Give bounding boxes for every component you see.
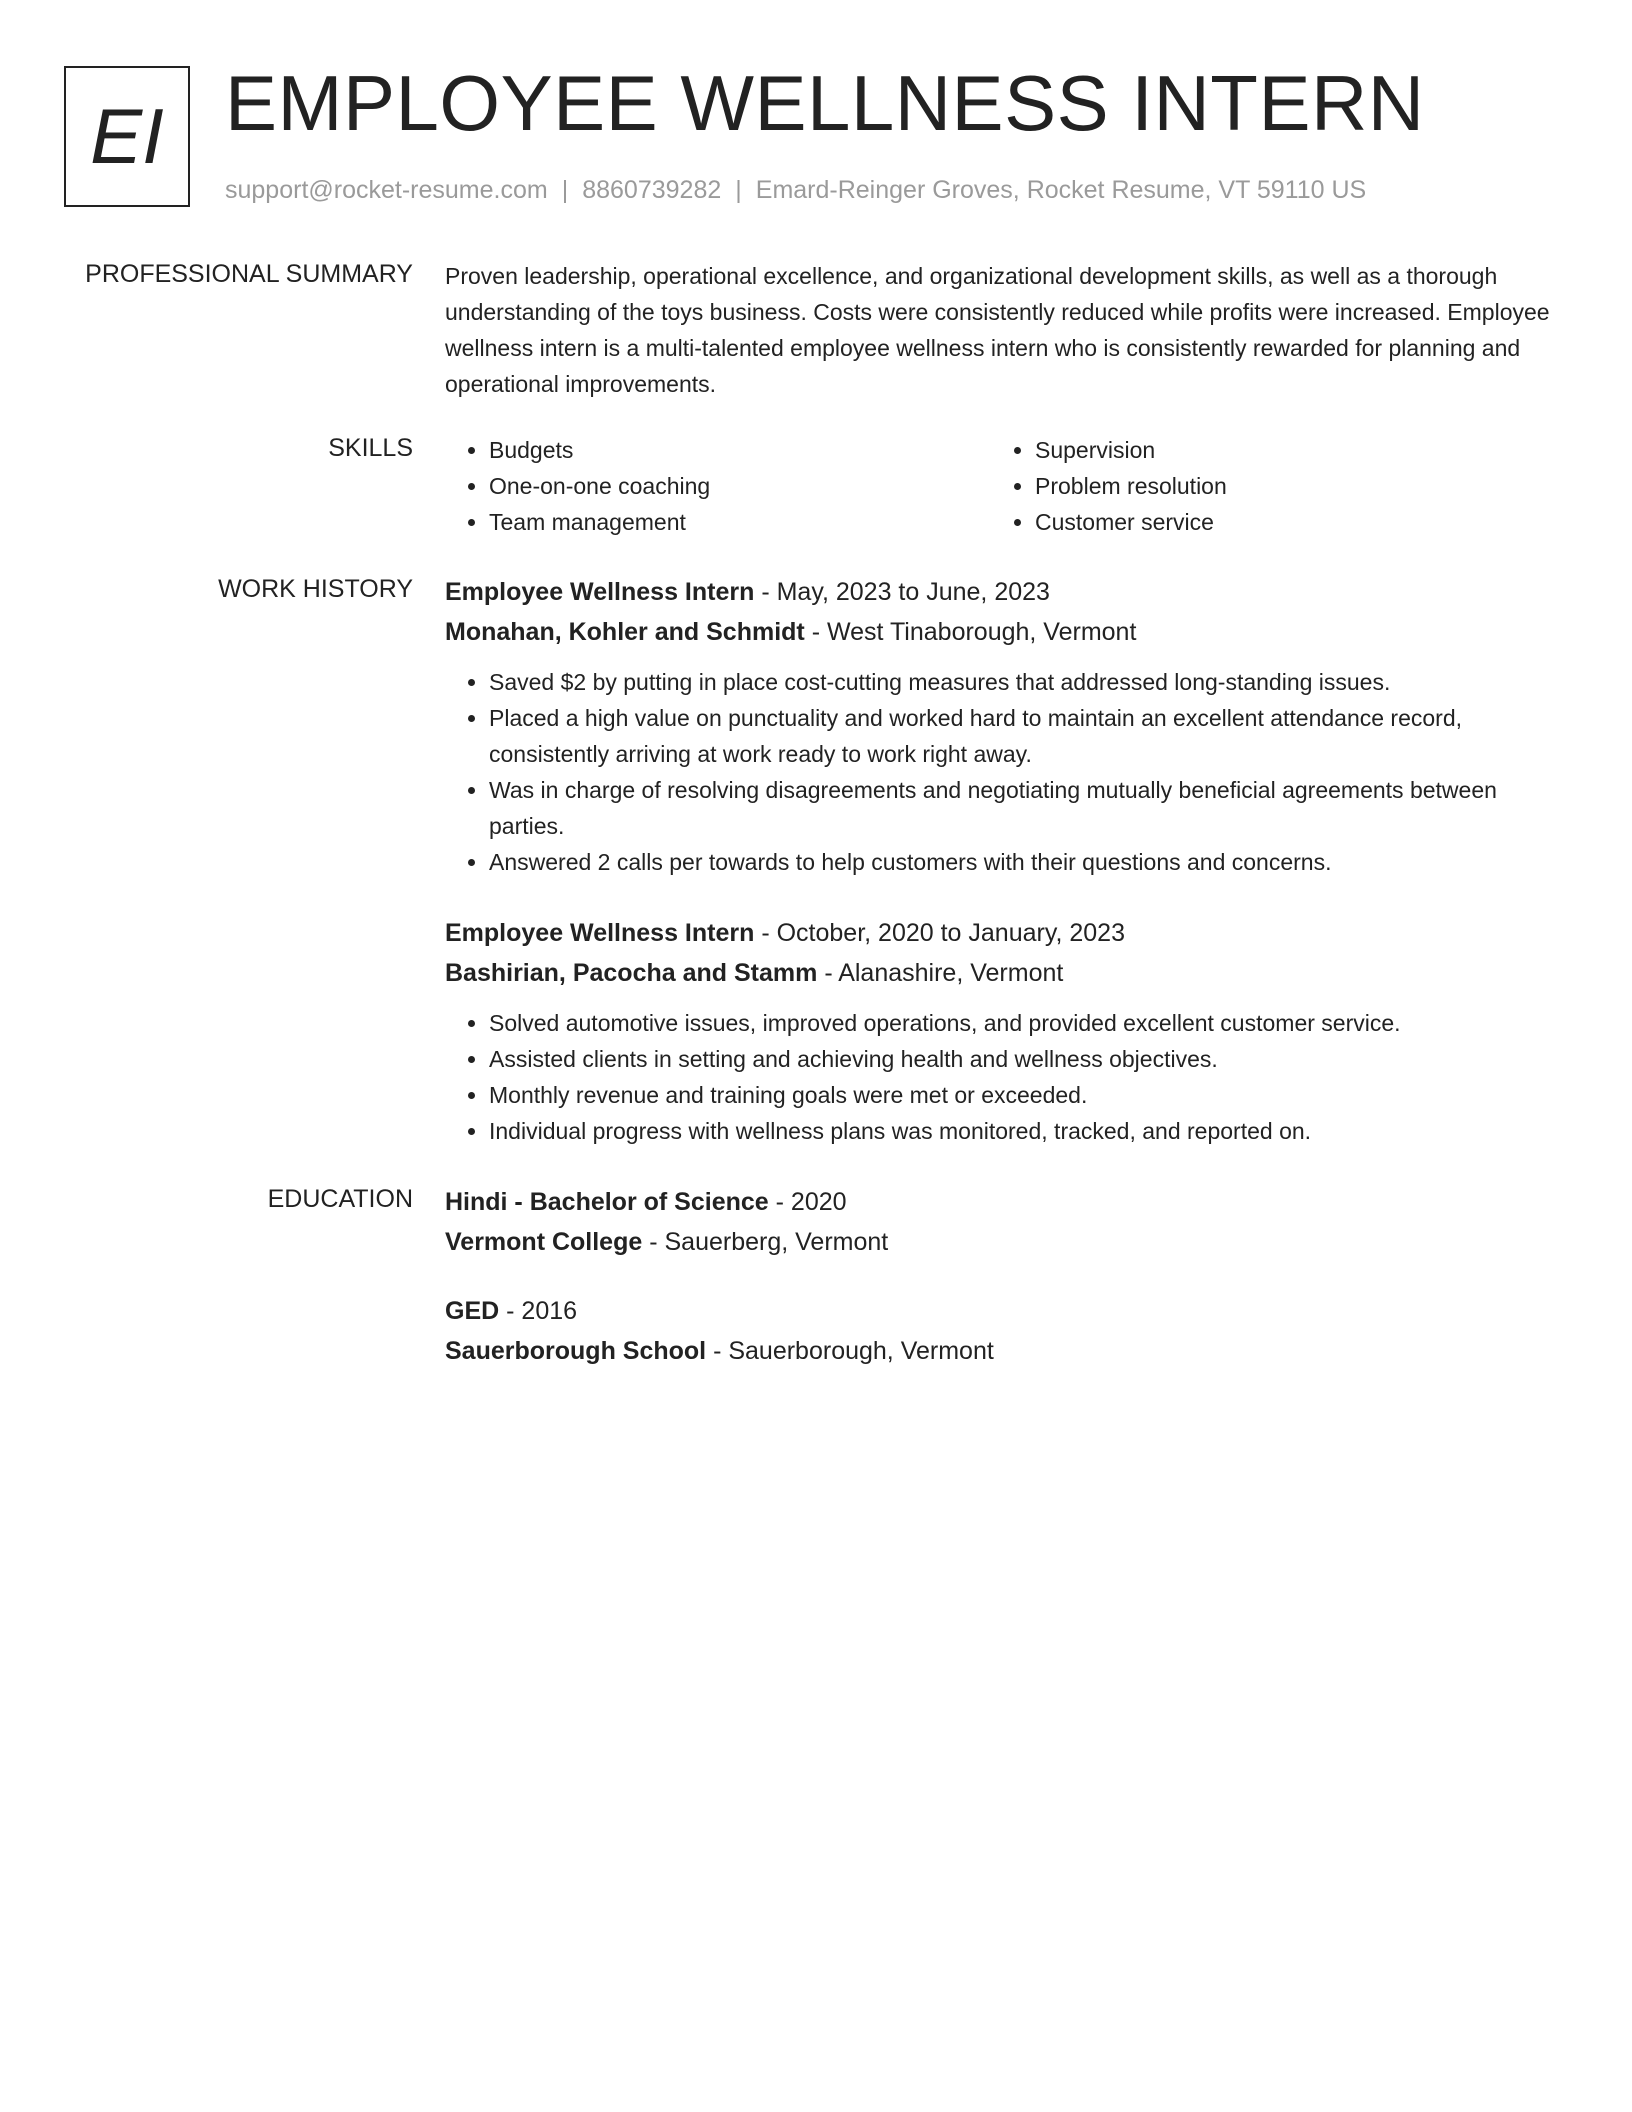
job-company-line — [445, 953, 1555, 993]
degree: GED — [445, 1297, 500, 1325]
section-label-work: WORK HISTORY — [218, 575, 413, 603]
skill-item: • Budgets — [489, 432, 991, 468]
degree: Hindi - Bachelor of Science — [445, 1188, 769, 1216]
monogram-logo: EI — [64, 66, 190, 207]
degree-line — [445, 1291, 1555, 1331]
skill-item: • Problem resolution — [1035, 468, 1537, 504]
work-entry — [445, 572, 1555, 880]
section-label-summary: PROFESSIONAL SUMMARY — [85, 260, 413, 288]
list-item: • Individual progress with wellness plans was monitored, tracked, and reported on. — [489, 1113, 1555, 1149]
job-title: Employee Wellness Intern — [445, 578, 755, 606]
job-company-line — [445, 612, 1555, 652]
job-location: - Alanashire, Vermont — [824, 959, 1064, 987]
contact-phone[interactable]: 8860739282 — [582, 176, 722, 204]
skills-column-left — [445, 432, 991, 540]
degree-year: - 2016 — [506, 1297, 578, 1325]
contact-email[interactable]: support@rocket-resume.com — [225, 176, 548, 204]
contact-separator: | — [735, 176, 742, 204]
skill-item: • One-on-one coaching — [489, 468, 991, 504]
school: Vermont College — [445, 1228, 643, 1256]
degree-year: - 2020 — [775, 1188, 847, 1216]
job-title: Employee Wellness Intern — [445, 919, 755, 947]
skill-item: • Supervision — [1035, 432, 1537, 468]
work-entry — [445, 913, 1555, 1149]
skills-list — [445, 432, 1555, 540]
list-item: • Monthly revenue and training goals were met or exceeded. — [489, 1077, 1555, 1113]
contact-address: Emard-Reinger Groves, Rocket Resume, VT 59110 US — [755, 176, 1367, 204]
list-item: • Answered 2 calls per towards to help customers with their questions and concerns. — [489, 844, 1555, 880]
job-bullets — [445, 664, 1555, 880]
section-label-skills: SKILLS — [328, 434, 413, 462]
summary-text: Proven leadership, operational excellence, and organizational development skills, as well as a thorough understanding of the toys business. Costs were consistently reduced while profits were increased. Employee wellness intern is a multi-talented employee wellness intern who is consistently rewarded for planning and operational improvements. — [445, 263, 1550, 397]
education-entry — [445, 1182, 1555, 1262]
list-item: • Saved $2 by putting in place cost-cutting measures that addressed long-standing issues. — [489, 664, 1555, 700]
job-location: - West Tinaborough, Vermont — [811, 618, 1137, 646]
contact-line — [225, 172, 1366, 208]
degree-line — [445, 1182, 1555, 1222]
list-item: • Was in charge of resolving disagreements and negotiating mutually beneficial agreements between parties. — [489, 772, 1555, 844]
school-line — [445, 1331, 1555, 1371]
section-label-education: EDUCATION — [267, 1185, 413, 1213]
job-dates: - May, 2023 to June, 2023 — [761, 578, 1050, 606]
school-location: - Sauerberg, Vermont — [649, 1228, 889, 1256]
education-entry — [445, 1291, 1555, 1371]
job-title-line — [445, 913, 1555, 953]
skills-column-right — [991, 432, 1537, 540]
page-title: EMPLOYEE WELLNESS INTERN — [225, 59, 1425, 147]
school: Sauerborough School — [445, 1337, 707, 1365]
contact-separator: | — [561, 176, 569, 204]
job-company: Bashirian, Pacocha and Stamm — [445, 959, 818, 987]
job-bullets — [445, 1005, 1555, 1149]
skill-item: • Team management — [489, 504, 991, 540]
skill-item: • Customer service — [1035, 504, 1537, 540]
list-item: • Solved automotive issues, improved operations, and provided excellent customer service. — [489, 1005, 1555, 1041]
job-dates: - October, 2020 to January, 2023 — [761, 919, 1125, 947]
list-item: • Placed a high value on punctuality and worked hard to maintain an excellent attendance record, consistently arriving at work ready to work right away. — [489, 700, 1555, 772]
school-line — [445, 1222, 1555, 1262]
job-company: Monahan, Kohler and Schmidt — [445, 618, 805, 646]
list-item: • Assisted clients in setting and achieving health and wellness objectives. — [489, 1041, 1555, 1077]
job-title-line — [445, 572, 1555, 612]
school-location: - Sauerborough, Vermont — [713, 1337, 994, 1365]
